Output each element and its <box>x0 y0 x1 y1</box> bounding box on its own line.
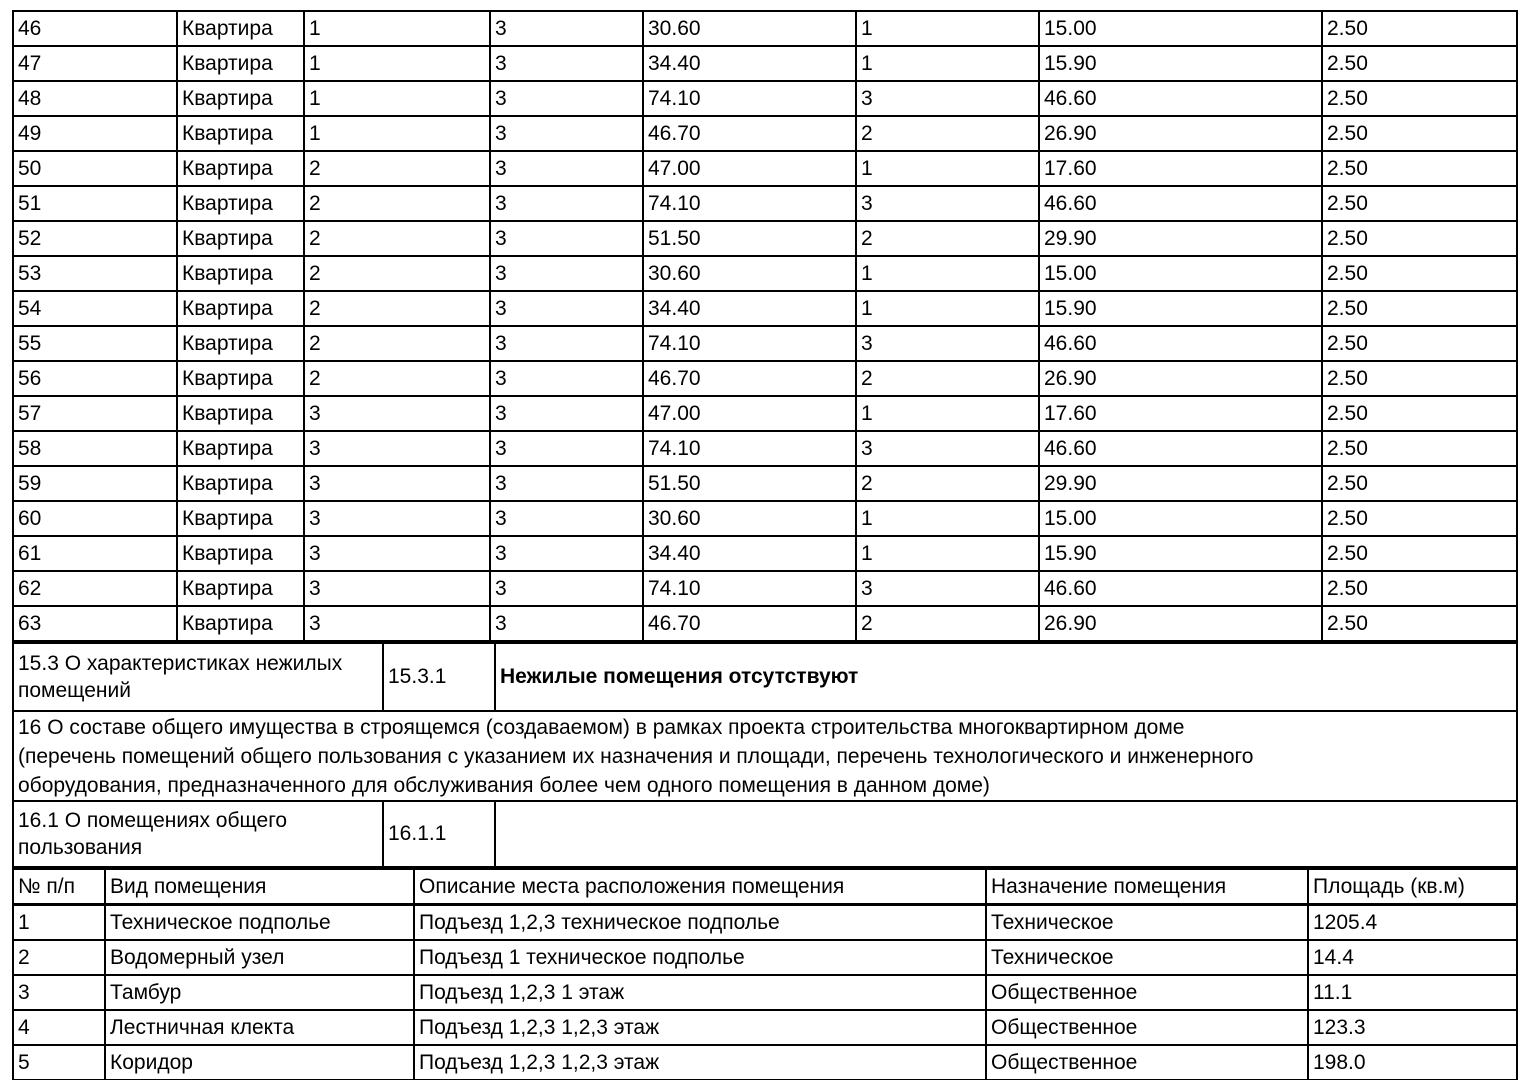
section-16-row <box>13 711 1517 801</box>
floor-cell: 3 <box>490 431 643 466</box>
ceiling-height-cell: 2.50 <box>1322 46 1517 81</box>
living-area-cell: 17.60 <box>1039 396 1322 431</box>
entrance-number-cell: 3 <box>304 536 490 571</box>
common-area-row <box>13 1010 1517 1045</box>
rooms-count-cell: 1 <box>856 536 1039 571</box>
area-cell: 11.1 <box>1308 975 1517 1010</box>
apartment-row <box>13 46 1517 81</box>
rooms-count-cell: 1 <box>856 151 1039 186</box>
column-header: Вид помещения <box>105 869 414 905</box>
column-header: Площадь (кв.м) <box>1308 869 1517 905</box>
area-cell: 198.0 <box>1308 1045 1517 1080</box>
section-16-cell <box>13 711 1517 801</box>
living-area-cell: 46.60 <box>1039 326 1322 361</box>
apartment-row <box>13 431 1517 466</box>
total-area-cell: 74.10 <box>643 326 856 361</box>
total-area-cell: 47.00 <box>643 396 856 431</box>
apartment-row <box>13 536 1517 571</box>
apartment-number-cell: 59 <box>13 466 177 501</box>
total-area-cell: 74.10 <box>643 186 856 221</box>
ceiling-height-cell: 2.50 <box>1322 256 1517 291</box>
apartment-row <box>13 151 1517 186</box>
apartment-row <box>13 186 1517 221</box>
column-header: Назначение помещения <box>986 869 1308 905</box>
unit-type-cell: Квартира <box>177 571 304 606</box>
apartment-row <box>13 291 1517 326</box>
ceiling-height-cell: 2.50 <box>1322 571 1517 606</box>
ceiling-height-cell: 2.50 <box>1322 221 1517 256</box>
apartment-number-cell: 48 <box>13 81 177 116</box>
apartment-number-cell: 51 <box>13 186 177 221</box>
apartment-row <box>13 116 1517 151</box>
apartment-row <box>13 221 1517 256</box>
area-cell: 14.4 <box>1308 940 1517 975</box>
unit-type-cell: Квартира <box>177 501 304 536</box>
unit-type-cell: Квартира <box>177 606 304 641</box>
unit-type-cell: Квартира <box>177 466 304 501</box>
ceiling-height-cell: 2.50 <box>1322 11 1517 46</box>
apartment-row <box>13 501 1517 536</box>
rooms-count-cell: 1 <box>856 46 1039 81</box>
entrance-number-cell: 2 <box>304 256 490 291</box>
floor-cell: 3 <box>490 466 643 501</box>
living-area-cell: 26.90 <box>1039 361 1322 396</box>
section-16-1-label <box>13 801 383 867</box>
rooms-count-cell: 3 <box>856 326 1039 361</box>
row-number-cell: 2 <box>13 940 105 975</box>
apartment-row <box>13 326 1517 361</box>
living-area-cell: 26.90 <box>1039 606 1322 641</box>
total-area-cell: 74.10 <box>643 571 856 606</box>
section-15-3-value: Нежилые помещения отсутствуют <box>495 643 1517 711</box>
floor-cell: 3 <box>490 81 643 116</box>
apartment-row <box>13 256 1517 291</box>
total-area-cell: 74.10 <box>643 81 856 116</box>
entrance-number-cell: 1 <box>304 11 490 46</box>
living-area-cell: 46.60 <box>1039 186 1322 221</box>
unit-type-cell: Квартира <box>177 81 304 116</box>
entrance-number-cell: 3 <box>304 501 490 536</box>
unit-type-cell: Квартира <box>177 116 304 151</box>
total-area-cell: 51.50 <box>643 466 856 501</box>
ceiling-height-cell: 2.50 <box>1322 291 1517 326</box>
entrance-number-cell: 2 <box>304 151 490 186</box>
floor-cell: 3 <box>490 326 643 361</box>
living-area-cell: 15.00 <box>1039 11 1322 46</box>
living-area-cell: 15.90 <box>1039 46 1322 81</box>
living-area-cell: 15.90 <box>1039 291 1322 326</box>
unit-type-cell: Квартира <box>177 536 304 571</box>
rooms-count-cell: 3 <box>856 186 1039 221</box>
rooms-count-cell: 2 <box>856 116 1039 151</box>
rooms-count-cell: 1 <box>856 256 1039 291</box>
location-description-cell: Подъезд 1,2,3 1,2,3 этаж <box>414 1045 986 1080</box>
total-area-cell: 74.10 <box>643 431 856 466</box>
floor-cell: 3 <box>490 606 643 641</box>
location-description-cell: Подъезд 1,2,3 техническое подполье <box>414 905 986 941</box>
apartment-number-cell: 46 <box>13 11 177 46</box>
rooms-count-cell: 1 <box>856 11 1039 46</box>
entrance-number-cell: 2 <box>304 221 490 256</box>
entrance-number-cell: 3 <box>304 396 490 431</box>
entrance-number-cell: 3 <box>304 571 490 606</box>
apartment-number-cell: 61 <box>13 536 177 571</box>
purpose-cell: Техническое <box>986 905 1308 941</box>
ceiling-height-cell: 2.50 <box>1322 326 1517 361</box>
living-area-cell: 29.90 <box>1039 221 1322 256</box>
sections-table <box>12 642 1518 868</box>
living-area-cell: 15.90 <box>1039 536 1322 571</box>
total-area-cell: 30.60 <box>643 11 856 46</box>
room-type-cell: Лестничная клекта <box>105 1010 414 1045</box>
apartment-number-cell: 55 <box>13 326 177 361</box>
unit-type-cell: Квартира <box>177 361 304 396</box>
column-header: № п/п <box>13 869 105 905</box>
total-area-cell: 46.70 <box>643 606 856 641</box>
apartment-number-cell: 63 <box>13 606 177 641</box>
floor-cell: 3 <box>490 361 643 396</box>
section-16-1-label-text: 16.1 О помещениях общего пользования <box>18 809 288 859</box>
floor-cell: 3 <box>490 501 643 536</box>
room-type-cell: Тамбур <box>105 975 414 1010</box>
rooms-count-cell: 3 <box>856 81 1039 116</box>
ceiling-height-cell: 2.50 <box>1322 501 1517 536</box>
section-15-3-code: 15.3.1 <box>383 643 495 711</box>
living-area-cell: 26.90 <box>1039 116 1322 151</box>
floor-cell: 3 <box>490 291 643 326</box>
unit-type-cell: Квартира <box>177 291 304 326</box>
ceiling-height-cell: 2.50 <box>1322 116 1517 151</box>
total-area-cell: 30.60 <box>643 501 856 536</box>
rooms-count-cell: 3 <box>856 431 1039 466</box>
section-15-3-label <box>13 643 383 711</box>
entrance-number-cell: 3 <box>304 431 490 466</box>
document-page <box>12 10 1516 1080</box>
floor-cell: 3 <box>490 186 643 221</box>
floor-cell: 3 <box>490 536 643 571</box>
ceiling-height-cell: 2.50 <box>1322 396 1517 431</box>
entrance-number-cell: 3 <box>304 466 490 501</box>
rooms-count-cell: 3 <box>856 571 1039 606</box>
section-16-1-code: 16.1.1 <box>383 801 495 867</box>
entrance-number-cell: 2 <box>304 361 490 396</box>
area-cell: 123.3 <box>1308 1010 1517 1045</box>
section-16-1-row <box>13 801 1517 867</box>
entrance-number-cell: 1 <box>304 116 490 151</box>
common-area-row <box>13 1045 1517 1080</box>
room-type-cell: Водомерный узел <box>105 940 414 975</box>
common-areas-table-body <box>13 905 1517 1080</box>
room-type-cell: Техническое подполье <box>105 905 414 941</box>
common-area-row <box>13 905 1517 941</box>
apartment-number-cell: 56 <box>13 361 177 396</box>
entrance-number-cell: 1 <box>304 81 490 116</box>
purpose-cell: Общественное <box>986 1010 1308 1045</box>
section-16-text: 16 О составе общего имущества в строящемся (создаваемом) в рамках проекта строительства многоквартирном доме (перечень помещений общего пользования с указанием их назначения и площади, перечень технологического и инженерного оборудования, предназначенного для обслуживания более чем одного помещения в данном доме) <box>18 715 1254 797</box>
entrance-number-cell: 2 <box>304 326 490 361</box>
unit-type-cell: Квартира <box>177 46 304 81</box>
total-area-cell: 34.40 <box>643 46 856 81</box>
section-16-1-value <box>495 801 1517 867</box>
living-area-cell: 46.60 <box>1039 571 1322 606</box>
apartment-number-cell: 52 <box>13 221 177 256</box>
total-area-cell: 51.50 <box>643 221 856 256</box>
unit-type-cell: Квартира <box>177 186 304 221</box>
apartment-number-cell: 49 <box>13 116 177 151</box>
common-areas-header-row <box>13 869 1517 905</box>
ceiling-height-cell: 2.50 <box>1322 431 1517 466</box>
apartment-row <box>13 396 1517 431</box>
floor-cell: 3 <box>490 11 643 46</box>
total-area-cell: 46.70 <box>643 361 856 396</box>
floor-cell: 3 <box>490 151 643 186</box>
living-area-cell: 17.60 <box>1039 151 1322 186</box>
section-15-3-row <box>13 643 1517 711</box>
apartment-row <box>13 361 1517 396</box>
common-area-row <box>13 940 1517 975</box>
living-area-cell: 46.60 <box>1039 81 1322 116</box>
entrance-number-cell: 3 <box>304 606 490 641</box>
apartment-row <box>13 466 1517 501</box>
rooms-count-cell: 1 <box>856 396 1039 431</box>
rooms-count-cell: 1 <box>856 291 1039 326</box>
rooms-count-cell: 2 <box>856 466 1039 501</box>
rooms-count-cell: 2 <box>856 606 1039 641</box>
ceiling-height-cell: 2.50 <box>1322 151 1517 186</box>
apartments-table-body <box>13 11 1517 641</box>
unit-type-cell: Квартира <box>177 396 304 431</box>
entrance-number-cell: 1 <box>304 46 490 81</box>
living-area-cell: 15.00 <box>1039 501 1322 536</box>
ceiling-height-cell: 2.50 <box>1322 536 1517 571</box>
rooms-count-cell: 1 <box>856 501 1039 536</box>
unit-type-cell: Квартира <box>177 326 304 361</box>
total-area-cell: 30.60 <box>643 256 856 291</box>
apartment-number-cell: 62 <box>13 571 177 606</box>
living-area-cell: 15.00 <box>1039 256 1322 291</box>
floor-cell: 3 <box>490 571 643 606</box>
floor-cell: 3 <box>490 116 643 151</box>
purpose-cell: Общественное <box>986 1045 1308 1080</box>
row-number-cell: 5 <box>13 1045 105 1080</box>
rooms-count-cell: 2 <box>856 361 1039 396</box>
location-description-cell: Подъезд 1,2,3 1 этаж <box>414 975 986 1010</box>
section-15-3-label-text: 15.3 О характеристиках нежилых помещений <box>18 652 343 702</box>
entrance-number-cell: 2 <box>304 186 490 221</box>
apartment-row <box>13 81 1517 116</box>
unit-type-cell: Квартира <box>177 256 304 291</box>
apartment-number-cell: 58 <box>13 431 177 466</box>
purpose-cell: Техническое <box>986 940 1308 975</box>
location-description-cell: Подъезд 1,2,3 1,2,3 этаж <box>414 1010 986 1045</box>
entrance-number-cell: 2 <box>304 291 490 326</box>
total-area-cell: 34.40 <box>643 291 856 326</box>
total-area-cell: 47.00 <box>643 151 856 186</box>
floor-cell: 3 <box>490 46 643 81</box>
apartment-row <box>13 571 1517 606</box>
rooms-count-cell: 2 <box>856 221 1039 256</box>
apartment-number-cell: 53 <box>13 256 177 291</box>
apartment-number-cell: 54 <box>13 291 177 326</box>
row-number-cell: 1 <box>13 905 105 941</box>
column-header: Описание места расположения помещения <box>414 869 986 905</box>
apartment-row <box>13 606 1517 641</box>
apartment-row <box>13 11 1517 46</box>
total-area-cell: 34.40 <box>643 536 856 571</box>
unit-type-cell: Квартира <box>177 431 304 466</box>
row-number-cell: 4 <box>13 1010 105 1045</box>
row-number-cell: 3 <box>13 975 105 1010</box>
apartments-table <box>12 10 1518 642</box>
location-description-cell: Подъезд 1 техническое подполье <box>414 940 986 975</box>
living-area-cell: 29.90 <box>1039 466 1322 501</box>
ceiling-height-cell: 2.50 <box>1322 81 1517 116</box>
unit-type-cell: Квартира <box>177 221 304 256</box>
ceiling-height-cell: 2.50 <box>1322 361 1517 396</box>
ceiling-height-cell: 2.50 <box>1322 606 1517 641</box>
common-area-row <box>13 975 1517 1010</box>
floor-cell: 3 <box>490 221 643 256</box>
unit-type-cell: Квартира <box>177 151 304 186</box>
total-area-cell: 46.70 <box>643 116 856 151</box>
floor-cell: 3 <box>490 396 643 431</box>
ceiling-height-cell: 2.50 <box>1322 186 1517 221</box>
purpose-cell: Общественное <box>986 975 1308 1010</box>
apartment-number-cell: 47 <box>13 46 177 81</box>
floor-cell: 3 <box>490 256 643 291</box>
area-cell: 1205.4 <box>1308 905 1517 941</box>
apartment-number-cell: 50 <box>13 151 177 186</box>
unit-type-cell: Квартира <box>177 11 304 46</box>
room-type-cell: Коридор <box>105 1045 414 1080</box>
common-areas-table <box>12 868 1518 1080</box>
living-area-cell: 46.60 <box>1039 431 1322 466</box>
ceiling-height-cell: 2.50 <box>1322 466 1517 501</box>
apartment-number-cell: 57 <box>13 396 177 431</box>
apartment-number-cell: 60 <box>13 501 177 536</box>
